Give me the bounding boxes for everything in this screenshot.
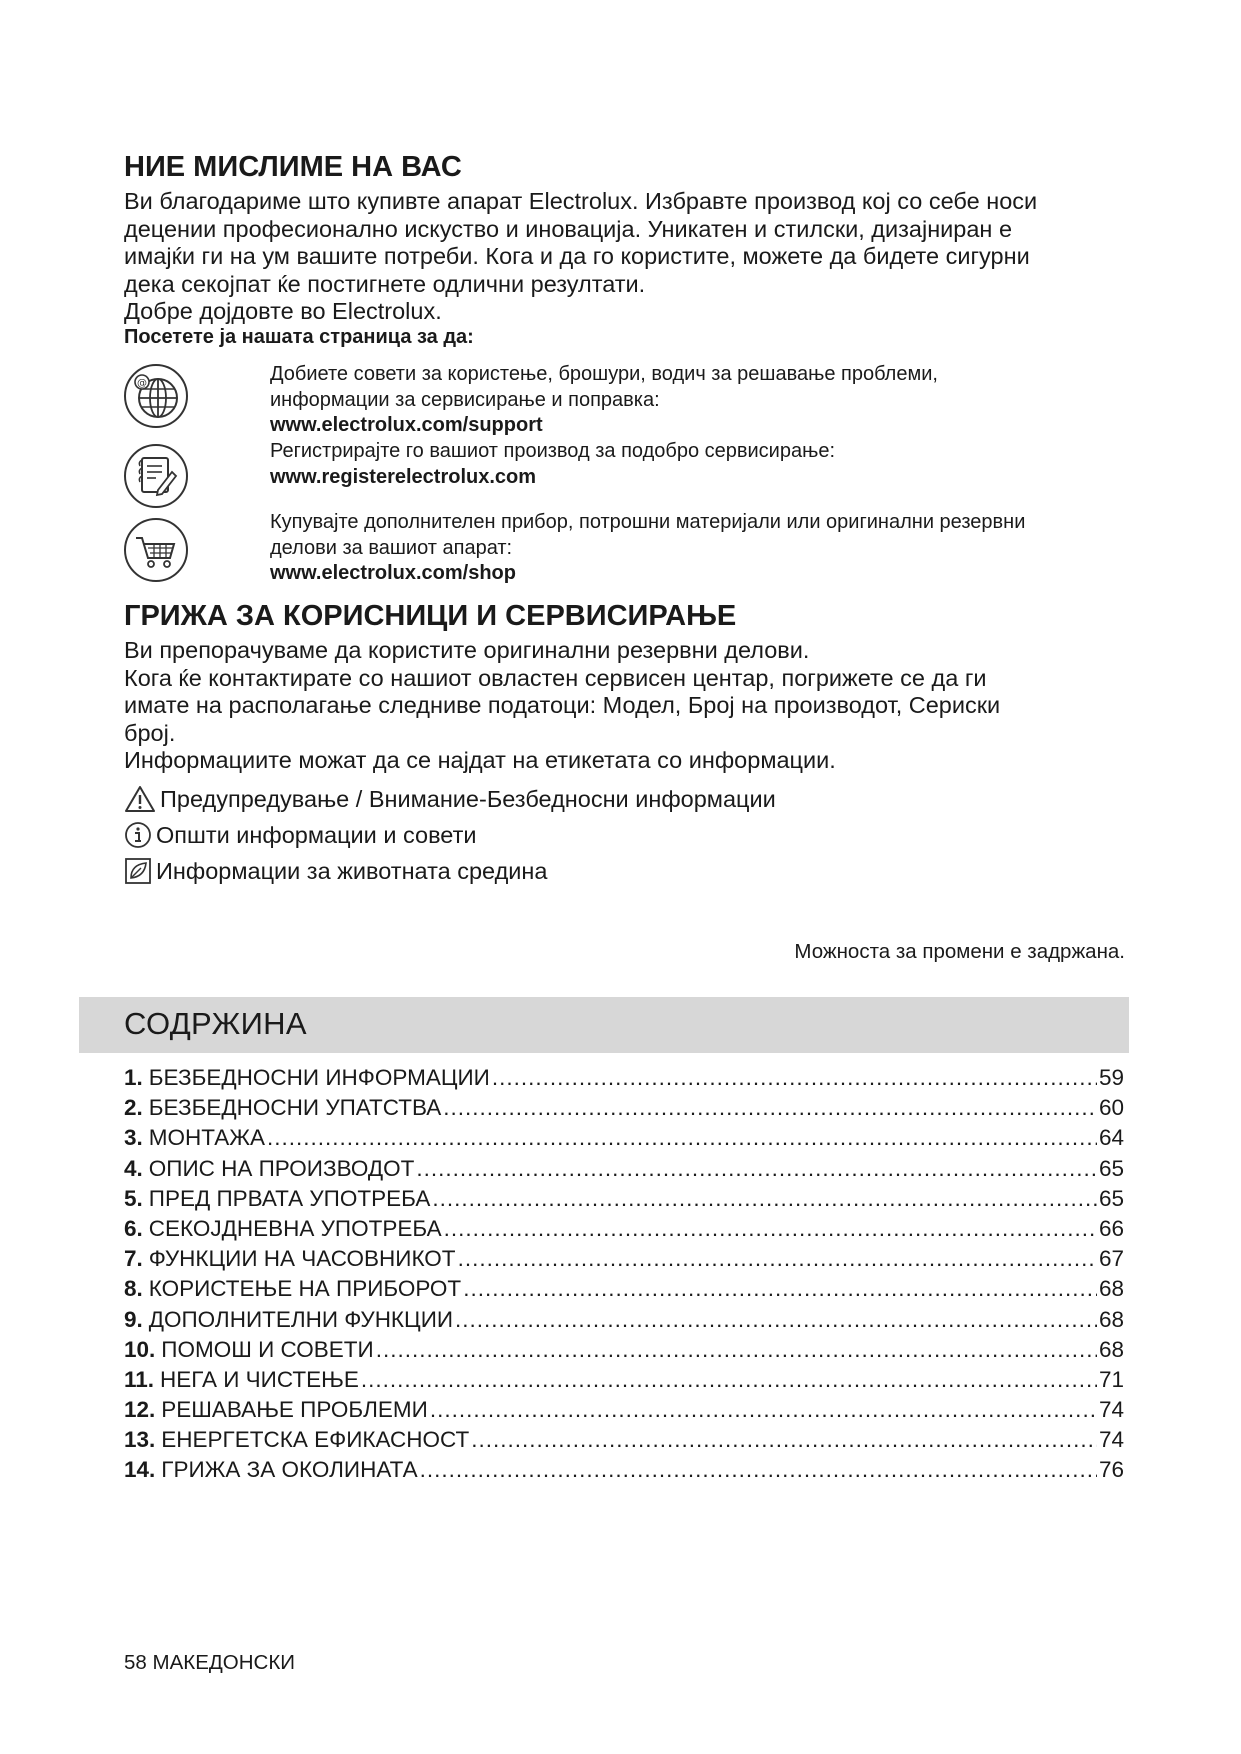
- toc-item[interactable]: [124, 1246, 1124, 1276]
- intro-line: Добре дојдовте во Electrolux.: [124, 298, 442, 325]
- toc-dot-leader: [432, 1186, 1097, 1212]
- toc-item-page: 66: [1098, 1215, 1124, 1241]
- toc-item-number: 8.: [124, 1276, 143, 1302]
- toc-item-number: 2.: [124, 1095, 143, 1121]
- toc-item[interactable]: [124, 1186, 1124, 1216]
- toc-item-number: 7.: [124, 1246, 143, 1272]
- toc-item-label: СЕКОЈДНЕВНА УПОТРЕБА: [148, 1215, 442, 1241]
- toc-item-page: 68: [1098, 1276, 1124, 1302]
- toc-item-page: 71: [1098, 1366, 1124, 1392]
- intro-line: Ви благодариме што купивте апарат Electrolux. Избравте производ кој со себе носи: [124, 188, 1038, 214]
- toc-item-page: 65: [1098, 1155, 1124, 1181]
- footer-language: МАКЕДОНСКИ: [152, 1651, 295, 1674]
- toc-item-number: 9.: [124, 1306, 143, 1332]
- toc-item[interactable]: [124, 1216, 1124, 1246]
- toc-item-label: ДОПОЛНИТЕЛНИ ФУНКЦИИ: [148, 1306, 454, 1332]
- toc-title: СОДРЖИНА: [124, 1006, 307, 1041]
- table-of-contents: [124, 1065, 1124, 1488]
- visit-website-heading: Посетете ја нашата страница за да:: [124, 326, 474, 348]
- toc-item-page: 67: [1098, 1246, 1124, 1272]
- service-line: делови за вашиот апарат:: [270, 536, 513, 559]
- legend-info-label: Општи информации и совети: [156, 821, 477, 848]
- toc-item-number: 4.: [124, 1155, 143, 1181]
- service-line: информации за сервисирање и поправка:: [270, 388, 660, 411]
- toc-dot-leader: [444, 1216, 1097, 1242]
- service-line: Регистрирајте го вашиот производ за подобро сервисирање:: [270, 440, 836, 462]
- legend-info: [124, 820, 476, 850]
- toc-dot-leader: [471, 1427, 1097, 1453]
- toc-item[interactable]: [124, 1367, 1124, 1397]
- toc-item-number: 6.: [124, 1215, 143, 1241]
- toc-item-label: ПОМОШ И СОВЕТИ: [161, 1336, 374, 1362]
- toc-item-number: 3.: [124, 1125, 143, 1151]
- section-title-customer-care: ГРИЖА ЗА КОРИСНИЦИ И СЕРВИСИРАЊЕ: [124, 600, 737, 632]
- register-document-icon: [122, 442, 190, 510]
- toc-item-label: ГРИЖА ЗА ОКОЛИНАТА: [161, 1457, 418, 1483]
- service-line: Добиете совети за користење, брошури, водич за решавање проблеми,: [270, 363, 938, 385]
- toc-item-page: 64: [1098, 1125, 1124, 1151]
- globe-web-icon: [122, 362, 190, 430]
- toc-item-label: РЕШАВАЊЕ ПРОБЛЕМИ: [161, 1397, 428, 1423]
- toc-item-label: ПРЕД ПРВАТА УПОТРЕБА: [148, 1185, 431, 1211]
- toc-item-number: 1.: [124, 1065, 143, 1090]
- toc-dot-leader: [455, 1307, 1097, 1333]
- toc-item-number: 10.: [124, 1336, 156, 1362]
- toc-item-page: 76: [1098, 1457, 1124, 1483]
- support-link[interactable]: www.electrolux.com/support: [270, 414, 543, 436]
- warning-triangle-icon: [124, 785, 156, 813]
- toc-item-page: 65: [1098, 1185, 1124, 1211]
- toc-item-label: ОПИС НА ПРОИЗВОДОТ: [148, 1155, 415, 1181]
- toc-item-page: 74: [1098, 1397, 1124, 1423]
- toc-item-label: НЕГА И ЧИСТЕЊЕ: [160, 1366, 359, 1392]
- toc-item-page: 68: [1098, 1306, 1124, 1332]
- service-shop-text: [270, 510, 1130, 587]
- legend-environment-label: Информации за животната средина: [156, 857, 548, 884]
- toc-item[interactable]: [124, 1307, 1124, 1337]
- toc-item[interactable]: [124, 1397, 1124, 1427]
- shop-link[interactable]: www.electrolux.com/shop: [270, 562, 516, 584]
- toc-item[interactable]: [124, 1065, 1124, 1095]
- toc-item-label: ФУНКЦИИ НА ЧАСОВНИКОТ: [148, 1246, 456, 1272]
- toc-item-label: МОНТАЖА: [148, 1125, 266, 1151]
- care-line: Ви препорачуваме да користите оригинални резервни делови.: [124, 637, 810, 663]
- toc-dot-leader: [443, 1095, 1097, 1121]
- toc-item[interactable]: [124, 1427, 1124, 1457]
- toc-item-label: БЕЗБЕДНОСНИ ИНФОРМАЦИИ: [148, 1065, 490, 1090]
- intro-paragraph: [124, 188, 1124, 326]
- service-line: Купувајте дополнителен прибор, потрошни материјали или оригинални резервни: [270, 511, 1026, 533]
- care-line: број.: [124, 719, 176, 746]
- legend-environment: [124, 856, 547, 886]
- legend-warning: [124, 784, 776, 814]
- info-circle-icon: [124, 821, 152, 849]
- toc-item-page: 74: [1098, 1427, 1124, 1453]
- svg-text:@: @: [137, 378, 147, 389]
- toc-item-label: ЕНЕРГЕТСКА ЕФИКАСНОСТ: [161, 1427, 470, 1453]
- register-link[interactable]: www.registerelectrolux.com: [270, 465, 537, 488]
- toc-dot-leader: [376, 1337, 1097, 1363]
- toc-item[interactable]: [124, 1457, 1124, 1487]
- toc-dot-leader: [463, 1276, 1097, 1302]
- service-register-text: [270, 439, 1130, 490]
- care-line: Кога ќе контактирате со нашиот овластен сервисен центар, погрижете се да ги: [124, 664, 987, 691]
- toc-dot-leader: [430, 1397, 1097, 1423]
- care-line: имате на располагање следниве податоци: Модел, Број на производот, Сериски: [124, 692, 1001, 719]
- toc-item-page: 68: [1098, 1336, 1124, 1362]
- toc-item-number: 13.: [124, 1427, 156, 1453]
- toc-dot-leader: [416, 1156, 1097, 1182]
- shopping-cart-icon: [122, 516, 190, 584]
- toc-item-number: 14.: [124, 1457, 156, 1483]
- toc-item[interactable]: [124, 1276, 1124, 1306]
- toc-item[interactable]: [124, 1125, 1124, 1155]
- care-line: Информациите можат да се најдат на етикетата со информации.: [124, 747, 836, 774]
- service-support-text: [270, 362, 1130, 439]
- leaf-environment-icon: [124, 857, 152, 885]
- intro-line: децении професионално искуство и иновација. Уникатен и стилски, дизајниран е: [124, 215, 1013, 242]
- customer-care-paragraph: [124, 637, 1124, 775]
- toc-item-number: 12.: [124, 1397, 156, 1423]
- intro-line: дека секојпат ќе постигнете одлични резултати.: [124, 270, 646, 297]
- toc-dot-leader: [492, 1065, 1097, 1091]
- toc-item-label: БЕЗБЕДНОСНИ УПАТСТВА: [148, 1095, 442, 1121]
- toc-item[interactable]: [124, 1156, 1124, 1186]
- toc-dot-leader: [458, 1246, 1097, 1272]
- section-title-we-think-of-you: НИЕ МИСЛИМЕ НА ВАС: [124, 151, 462, 183]
- page-number: 58: [124, 1651, 147, 1674]
- toc-item-number: 11.: [124, 1366, 155, 1392]
- legend-warning-label: Предупредување / Внимание-Безбедносни информации: [160, 785, 776, 812]
- toc-item[interactable]: [124, 1095, 1124, 1125]
- toc-item[interactable]: [124, 1337, 1124, 1367]
- intro-line: имајќи ги на ум вашите потреби. Кога и да го користите, можете да бидете сигурни: [124, 243, 1030, 270]
- toc-item-number: 5.: [124, 1185, 143, 1211]
- toc-dot-leader: [361, 1367, 1097, 1393]
- toc-item-label: КОРИСТЕЊЕ НА ПРИБОРОТ: [148, 1276, 462, 1302]
- rights-reserved-note: Можноста за промени е задржана.: [794, 940, 1125, 963]
- toc-dot-leader: [420, 1457, 1097, 1483]
- toc-item-page: 59: [1098, 1065, 1124, 1090]
- page-footer: [124, 1651, 295, 1675]
- toc-dot-leader: [267, 1125, 1097, 1151]
- toc-item-page: 60: [1098, 1095, 1124, 1121]
